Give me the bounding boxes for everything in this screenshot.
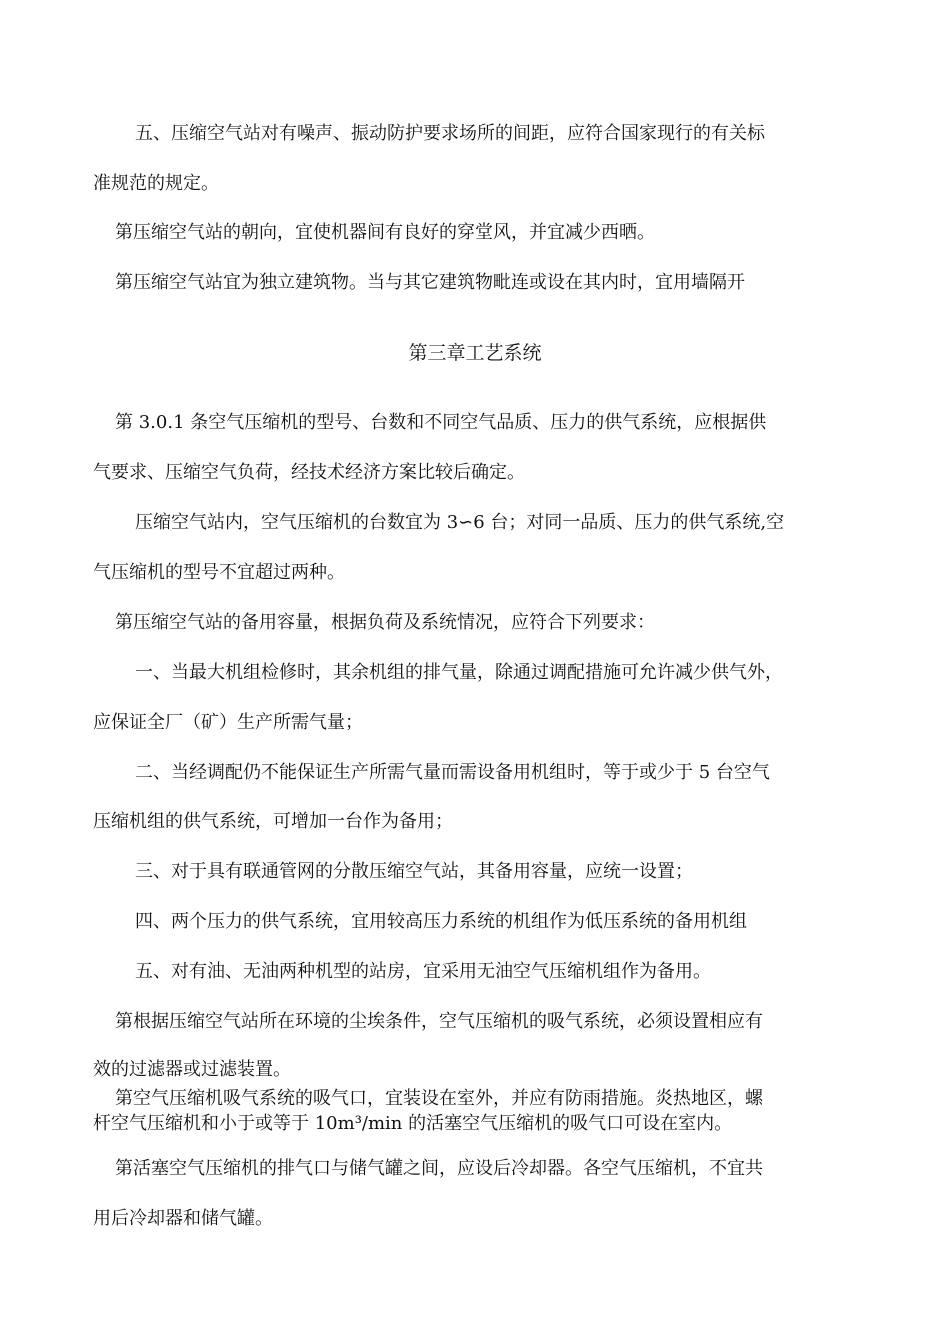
paragraph-line: 五、对有油、无油两种机型的站房，宜采用无油空气压缩机组作为备用。 — [135, 961, 711, 982]
paragraph-line: 第压缩空气站宜为独立建筑物。当与其它建筑物毗连或设在其内时，宜用墙隔开 — [115, 272, 745, 293]
paragraph-line: 气压缩机的型号不宜超过两种。 — [93, 562, 345, 583]
paragraph-line: 三、对于具有联通管网的分散压缩空气站，其备用容量，应统一设置； — [135, 861, 693, 882]
paragraph-line: 二、当经调配仍不能保证生产所需气量而需设备用机组时，等于或少于 5 台空气 — [135, 762, 770, 783]
paragraph-line: 效的过滤器或过滤装置。 — [93, 1059, 291, 1080]
paragraph-line: 压缩空气站内，空气压缩机的台数宜为 3∽6 台；对同一品质、压力的供气系统,空 — [135, 512, 785, 533]
paragraph-line: 第压缩空气站的朝向，宜使机器间有良好的穿堂风，并宜减少西晒。 — [115, 222, 655, 243]
paragraph-line: 四、两个压力的供气系统，宜用较高压力系统的机组作为低压系统的备用机组 — [135, 911, 747, 932]
paragraph-line: 气要求、压缩空气负荷，经技术经济方案比较后确定。 — [93, 462, 525, 483]
paragraph-line: 用后冷却器和储气罐。 — [93, 1208, 273, 1229]
paragraph-line: 五、压缩空气站对有噪声、振动防护要求场所的间距，应符合国家现行的有关标 — [135, 123, 765, 144]
paragraph-line: 第 3.0.1 条空气压缩机的型号、台数和不同空气品质、压力的供气系统，应根据供 — [115, 412, 767, 433]
paragraph-line: 第活塞空气压缩机的排气口与储气罐之间，应设后冷却器。各空气压缩机，不宜共 — [115, 1158, 763, 1179]
paragraph-line: 一、当最大机组检修时，其余机组的排气量，除通过调配措施可允许减少供气外， — [135, 662, 783, 683]
paragraph-line: 第根据压缩空气站所在环境的尘埃条件，空气压缩机的吸气系统，必须设置相应有 — [115, 1011, 763, 1032]
paragraph-line: 压缩机组的供气系统，可增加一台作为备用； — [93, 811, 453, 832]
chapter-heading: 第三章工艺系统 — [408, 342, 542, 364]
paragraph-line: 杆空气压缩机和小于或等于 10m³/min 的活塞空气压缩机的吸气口可设在室内。 — [93, 1113, 733, 1134]
paragraph-line: 准规范的规定。 — [93, 173, 219, 194]
paragraph-line: 第压缩空气站的备用容量，根据负荷及系统情况，应符合下列要求： — [115, 612, 655, 633]
paragraph-line: 应保证全厂（矿）生产所需气量； — [93, 712, 363, 733]
paragraph-line: 第空气压缩机吸气系统的吸气口，宜装设在室外，并应有防雨措施。炎热地区，螺 — [115, 1088, 763, 1109]
